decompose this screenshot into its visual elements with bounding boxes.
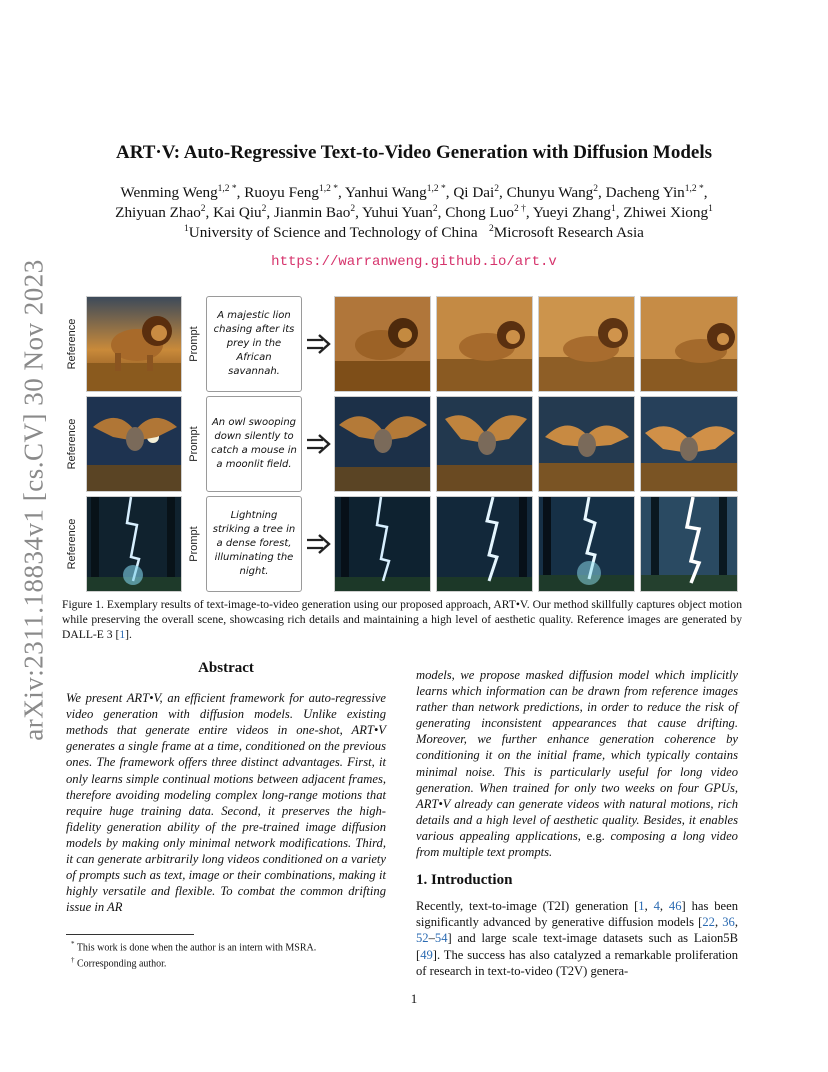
author-line-1: Wenming Weng$^{1,2 *}$, Ruoyu Feng$^{1,2 *}$, Yanhui Wang$^{1,2 *}$, Qi Dai$^2$, Chunyu Wang$^2$, Dacheng Yin$^{1,2 *}$, [120,183,708,201]
lightning-reference-image [86,496,182,592]
citation-link[interactable]: 54 [434,931,448,946]
lightning-frame-1 [334,496,431,592]
figure-1 [62,292,744,594]
page-number: 1 [410,991,418,1006]
figure-row-lion [62,296,744,392]
citation-link[interactable]: 4 [653,899,660,914]
lightning-frame-4 [640,496,738,592]
project-url-link[interactable]: https://warranweng.github.io/art.v [271,254,557,270]
introduction-text: Recently, text-to-image (T2I) generation [1, 4, 46] has been significantly advanced by generative diffusion models [22, 36, 52–54] and large scale text-image datasets such as Laion5B [49]. The success has also catalyzed a remarkable proliferation of research in text-to-video (T2V) genera- [416,899,738,978]
citation-link[interactable]: 1 [638,899,645,914]
footnote-corresponding: † Corresponding author. [71,956,167,970]
owl-frame-1 [334,396,431,492]
owl-frame-2 [436,396,533,492]
footnote-intern: * This work is done when the author is an intern with MSRA. [71,940,317,954]
lion-frame-4 [640,296,738,392]
reference-label: Reference [66,318,78,370]
citation-link[interactable]: 46 [668,899,682,914]
lion-frame-2 [436,296,533,392]
lion-reference-image [86,296,182,392]
prompt-box-lightning: Lightning striking a tree in a dense forest, illuminating the night. [206,496,302,592]
abstract-heading: Abstract [198,660,254,676]
prompt-box-lion: A majestic lion chasing after its prey in the African savannah. [206,296,302,392]
affiliations: $^1$University of Science and Technology of China $^2$Microsoft Research Asia [184,223,644,241]
figure-row-lightning [62,496,744,592]
left-column [66,660,386,915]
author-block [60,183,768,243]
abstract-text-left: We present ART•V, an efficient framework for auto-regressive video generation with diffusion models. Unlike existing methods that generate entire videos in one-shot, ART•V generates a single frame at a time, conditioned on the previous ones. The framework offers three distinct advantages. First, it only learns simple continual motions between adjacent frames, therefore avoiding modeling complex long-range motions that require huge training data. Second, it preserves the high-fidelity generation ability of the pre-trained image diffusion models by making only minimal network modifications. Third, it can generate arbitrarily long videos conditioned on a variety of prompts such as text, image or their combinations, making it highly versatile and flexible. To combat the common drifting issue in AR [66,691,386,915]
prompt-label: Prompt [188,426,200,462]
arxiv-stamp: arXiv:2311.18834v1 [cs.CV] 30 Nov 2023 [18,259,49,741]
double-arrow-icon [305,332,333,356]
lion-frame-1 [334,296,431,392]
citation-link[interactable]: 52 [416,931,429,946]
lightning-frame-3 [538,496,635,592]
owl-reference-image [86,396,182,492]
figure-row-owl [62,396,744,492]
double-arrow-icon [305,532,333,556]
citation-link[interactable]: 36 [722,915,735,930]
citation-link[interactable]: 22 [702,915,715,930]
double-arrow-icon [305,432,333,456]
author-line-2: Zhiyuan Zhao$^2$, Kai Qiu$^2$, Jianmin Bao$^2$, Yuhui Yuan$^2$, Chong Luo$^{2 \dagger}$, Yueyi Zhang$^1$, Zhiwei Xiong$^1$ [115,203,713,221]
reference-label: Reference [66,418,78,470]
citation-link[interactable]: 49 [420,947,433,962]
abstract-text-right: models, we propose masked diffusion model which implicitly learns which information can be drawn from reference images rather than network predictions, in order to reduce the risk of generating inconsistent appearances that cause drifting. Moreover, we further enhance generation coherence by conditioning it on the initial frame, which typically contains minimal noise. This is particularly useful for long video generation. When trained for only two weeks on four GPUs, ART•V already can generate videos with natural motions, rich details and a high level of aesthetic quality. Besides, it enables various appealing applications, e.g. composing a long video from multiple text prompts. [416,668,738,860]
right-column [416,667,738,979]
lion-frame-3 [538,296,635,392]
owl-frame-4 [640,396,738,492]
footnote-divider [66,934,194,935]
citation-link[interactable]: 1 [119,628,126,641]
lightning-frame-2 [436,496,533,592]
figure-caption: Figure 1. Exemplary results of text-image-to-video generation using our proposed approach, ART•V. Our method skillfully captures object motion while preserving the overall scene, showcasing rich details and maintaining a high level of aesthetic quality. Reference images are generated by DALL-E 3 [1]. [62,598,742,641]
paper-title: ART·V: Auto-Regressive Text-to-Video Generation with Diffusion Models [115,142,713,163]
prompt-label: Prompt [188,526,200,562]
prompt-label: Prompt [188,326,200,362]
reference-label: Reference [66,518,78,570]
owl-frame-3 [538,396,635,492]
prompt-box-owl: An owl swooping down silently to catch a mouse in a moonlit field. [206,396,302,492]
footnotes [66,938,396,971]
introduction-heading: 1. Introduction [416,872,513,889]
